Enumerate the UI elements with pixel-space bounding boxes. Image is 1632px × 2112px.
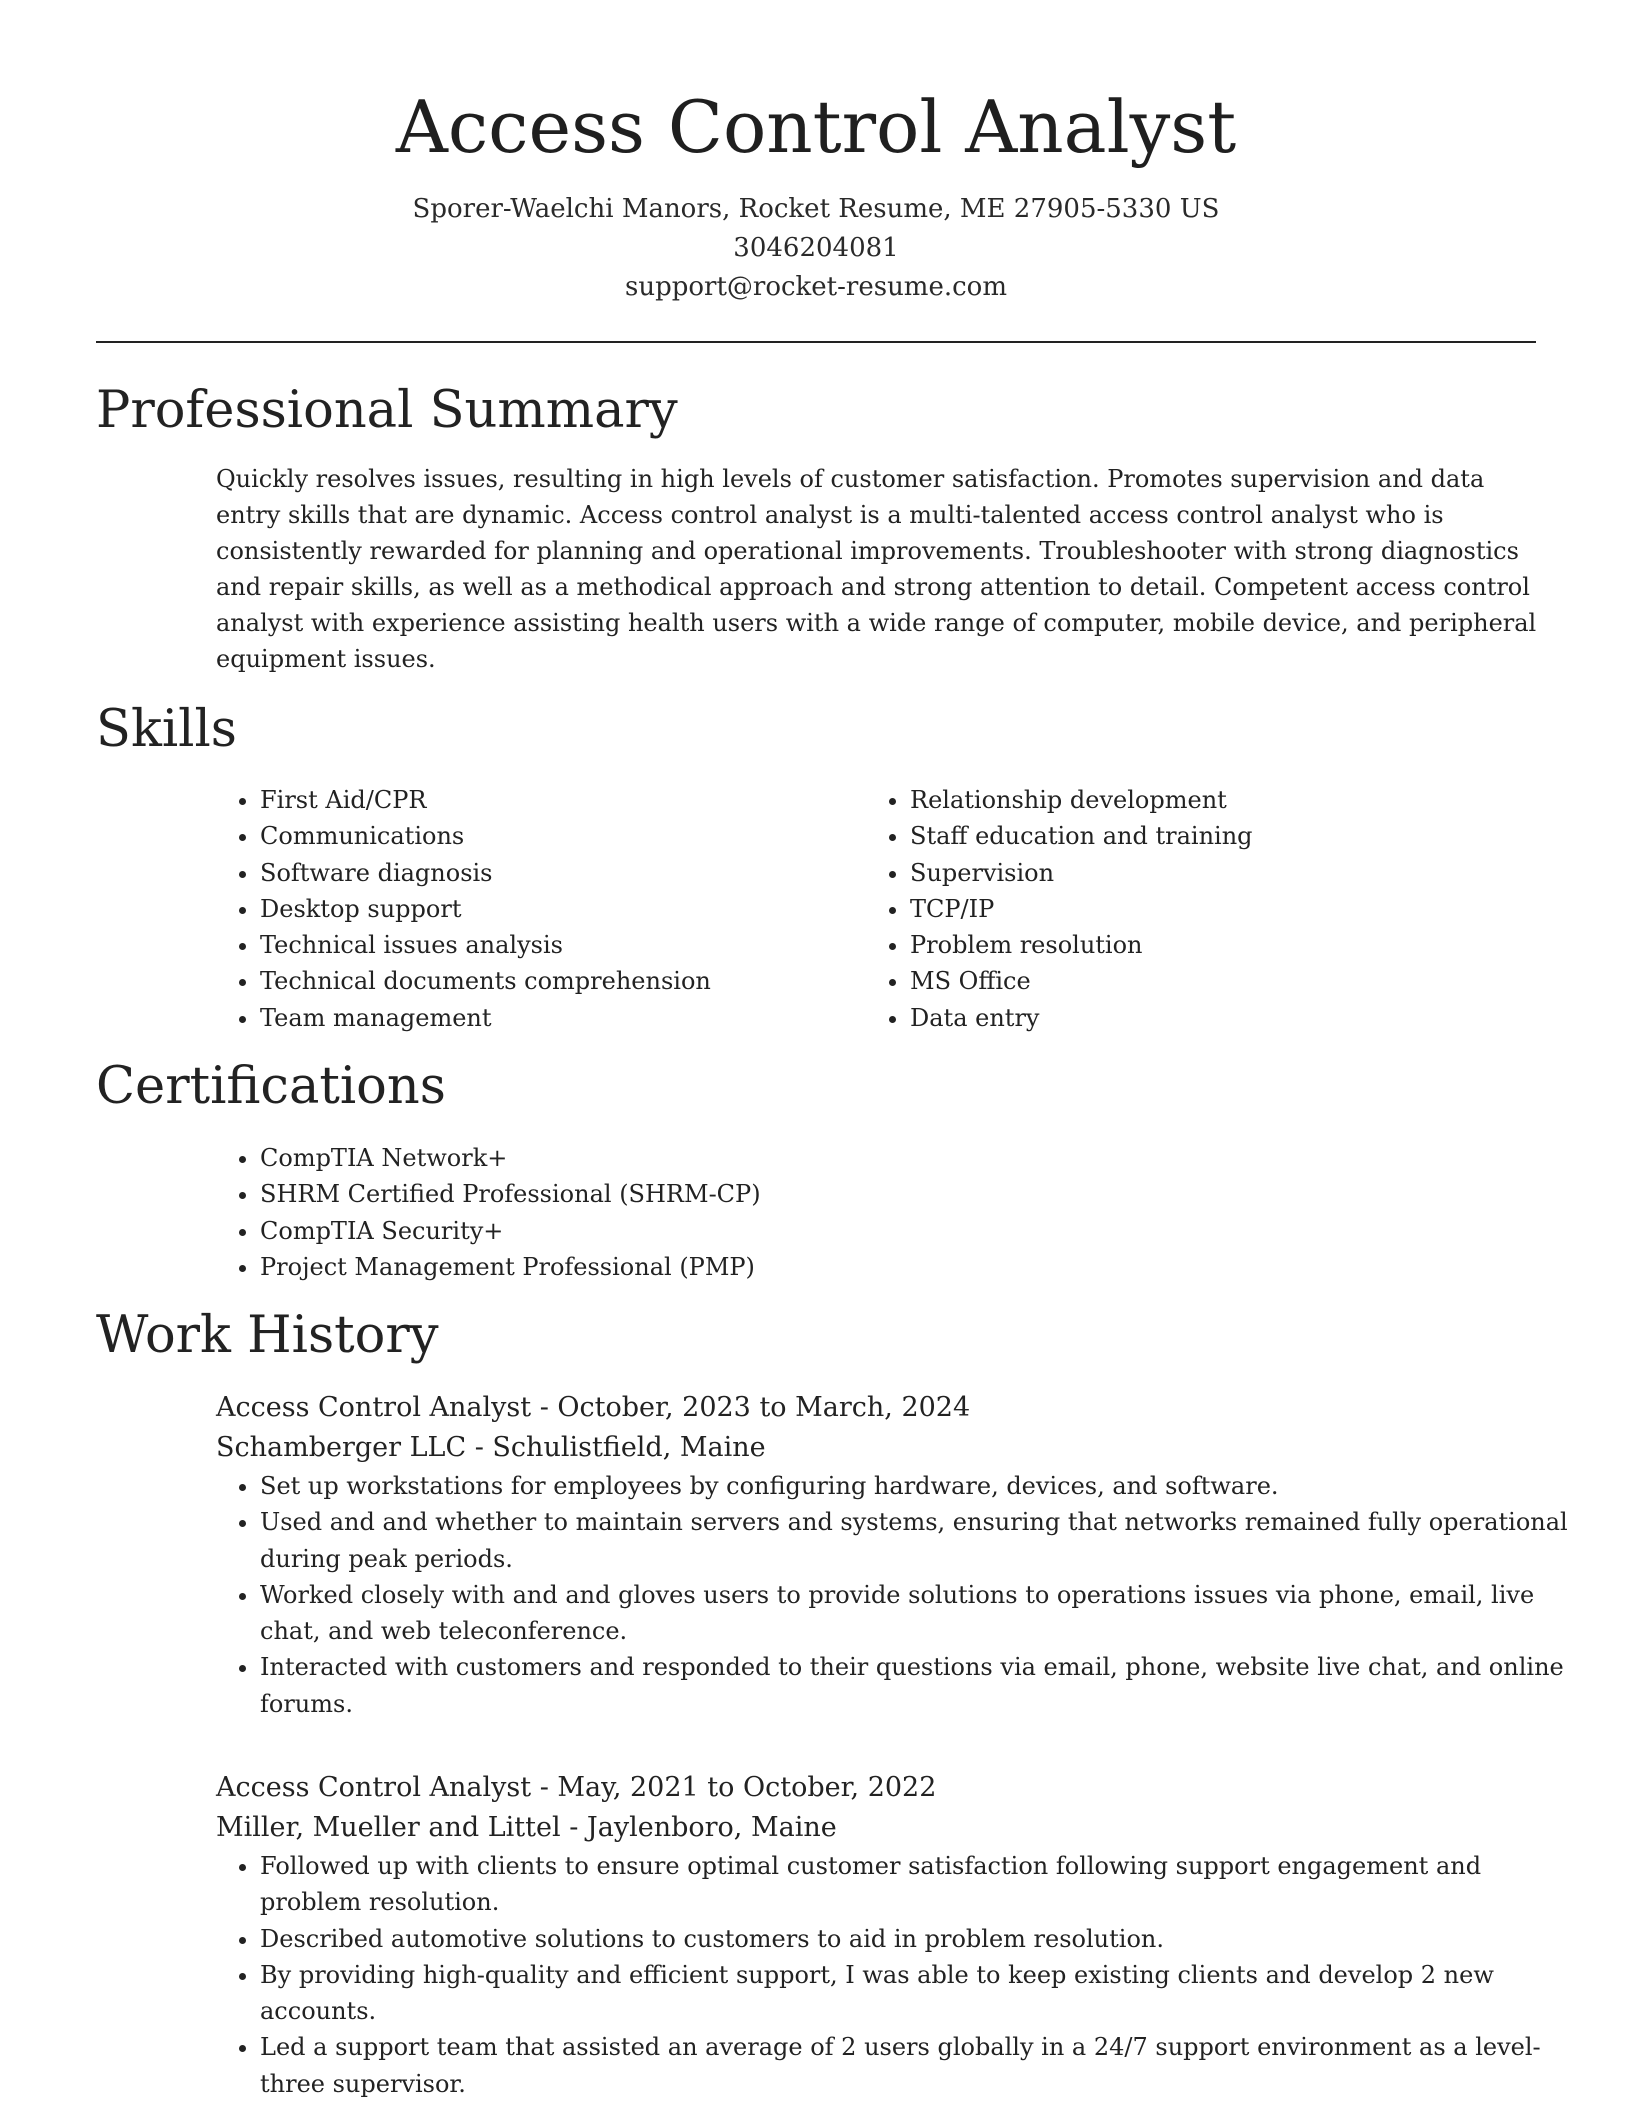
resume-name: Access Control Analyst <box>395 85 1237 169</box>
job-entry <box>216 1388 1568 1722</box>
certifications-section <box>216 1140 761 1285</box>
skill-item: • Staff education and training <box>910 818 1253 854</box>
skills-list-left <box>216 782 711 1036</box>
job-company-line: Miller, Mueller and Littel - Jaylenboro, Maine <box>216 1812 837 1843</box>
job-bullet: • Followed up with clients to ensure optimal customer satisfaction following support engagement and problem resolution. <box>260 1848 1580 1921</box>
skill-item: • MS Office <box>910 963 1253 999</box>
skill-item: • Relationship development <box>910 782 1253 818</box>
skill-item: • Communications <box>260 818 711 854</box>
job-bullet: • Set up workstations for employees by configuring hardware, devices, and software. <box>260 1468 1580 1504</box>
certification-item: • CompTIA Security+ <box>260 1213 761 1249</box>
skill-item: • Desktop support <box>260 891 711 927</box>
skills-column-right <box>866 782 1253 1036</box>
skill-item: • Technical documents comprehension <box>260 963 711 999</box>
skill-item: • First Aid/CPR <box>260 782 711 818</box>
certification-item: • SHRM Certified Professional (SHRM-CP) <box>260 1176 761 1212</box>
skill-item: • TCP/IP <box>910 891 1253 927</box>
job-bullet: • Interacted with customers and responded to their questions via email, phone, website live chat, and online forums. <box>260 1649 1580 1722</box>
summary-text: Quickly resolves issues, resulting in high levels of customer satisfaction. Promotes supervision and data entry skills that are dynamic. Access control analyst is a multi-talented access control analyst who is consistently rewarded for planning and operational improvements. Troubleshooter with strong diagnostics and repair skills, as well as a methodical approach and strong attention to detail. Competent access control analyst with experience assisting health users with a wide range of computer, mobile device, and peripheral equipment issues. <box>216 465 1537 673</box>
certifications-heading: Certifications <box>96 1057 446 1116</box>
job-bullet: • Used and and whether to maintain servers and systems, ensuring that networks remained fully operational during peak periods. <box>260 1504 1580 1577</box>
contact-email: support@rocket-resume.com <box>624 272 1007 302</box>
certification-item: • CompTIA Network+ <box>260 1140 761 1176</box>
skill-item: • Technical issues analysis <box>260 927 711 963</box>
certifications-list <box>216 1140 761 1285</box>
header-divider <box>96 341 1536 343</box>
summary-section <box>216 461 1546 677</box>
skill-item: • Software diagnosis <box>260 855 711 891</box>
skill-item: • Supervision <box>910 855 1253 891</box>
work-history-heading: Work History <box>96 1306 439 1365</box>
skills-column-left <box>216 782 711 1036</box>
skills-list-right <box>866 782 1253 1036</box>
job-company-line: Schamberger LLC - Schulistfield, Maine <box>216 1432 766 1463</box>
contact-address: Sporer-Waelchi Manors, Rocket Resume, ME 27905-5330 US <box>412 194 1220 224</box>
job-bullet: • Worked closely with and and gloves users to provide solutions to operations issues via phone, email, live chat, and web teleconference. <box>260 1577 1580 1650</box>
job-bullet: • Described automotive solutions to customers to aid in problem resolution. <box>260 1921 1580 1957</box>
job-role-line: Access Control Analyst - October, 2023 to March, 2024 <box>216 1392 971 1423</box>
skill-item: • Data entry <box>910 1000 1253 1036</box>
contact-info <box>96 190 1536 307</box>
summary-heading: Professional Summary <box>96 381 678 440</box>
skills-heading: Skills <box>96 700 237 759</box>
job-bullet: • By providing high-quality and efficient support, I was able to keep existing clients and develop 2 new accounts. <box>260 1957 1580 2030</box>
job-bullet: • Led a support team that assisted an average of 2 users globally in a 24/7 support environment as a level-three supervisor. <box>260 2029 1580 2102</box>
job-bullets <box>216 1848 1580 2102</box>
skill-item: • Team management <box>260 1000 711 1036</box>
job-bullets <box>216 1468 1580 1722</box>
contact-phone: 3046204081 <box>733 233 899 263</box>
job-role-line: Access Control Analyst - May, 2021 to October, 2022 <box>216 1772 937 1803</box>
certification-item: • Project Management Professional (PMP) <box>260 1249 761 1285</box>
skill-item: • Problem resolution <box>910 927 1253 963</box>
job-entry <box>216 1768 1541 2102</box>
